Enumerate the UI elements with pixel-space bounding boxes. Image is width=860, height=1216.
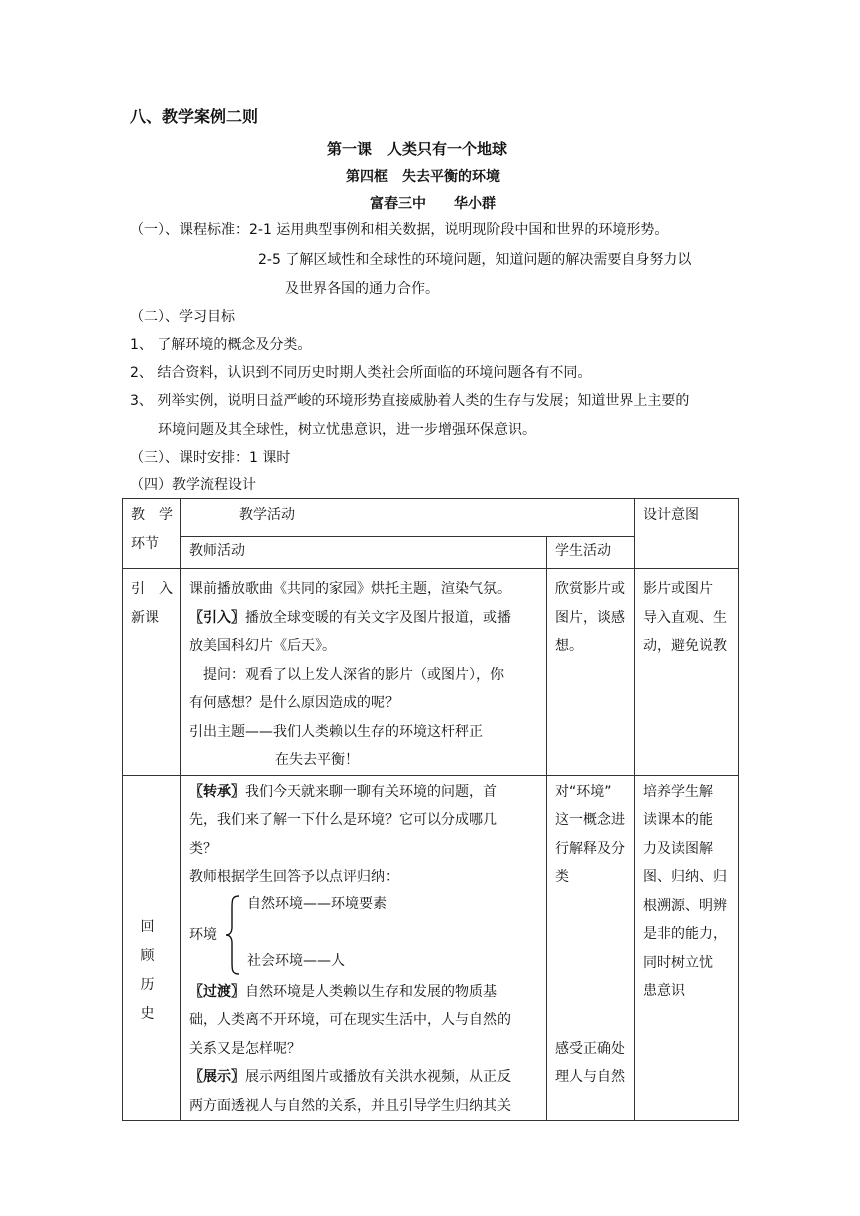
header-intent-label: 设计意图: [643, 507, 699, 523]
goals-heading: （二）、学习目标: [130, 309, 235, 325]
header-stage: [123, 499, 181, 569]
row2-stage-char-3: 历: [140, 976, 155, 993]
row2-teacher-line-2: 先，我们来了解一下什么是环境？它可以分成哪几: [189, 812, 497, 828]
header-intent: [635, 499, 739, 569]
row2-student-line-5: 感受正确处: [555, 1040, 625, 1057]
tag-transition: 〖转承〗: [189, 783, 245, 800]
goal-item-1: 1、 了解环境的概念及分类。: [130, 337, 312, 353]
goal-item-2: 2、 结合资料，认识到不同历史时期人类社会所面临的环境问题各有不同。: [130, 365, 592, 381]
env-social: 社会环境——人: [247, 952, 345, 969]
env-label: 环境: [189, 926, 217, 943]
row1-intent-line-2: 导入直观、生: [643, 609, 727, 626]
row2-intent-line-8: 患意识: [643, 983, 685, 999]
standard-line-2: 2-5 了解区域性和全球性的环境问题，知道问题的解决需要自身努力以: [258, 252, 692, 268]
header-stage-a: 教 学: [131, 507, 173, 523]
row1-student-line-2: 图片，谈感: [555, 609, 625, 626]
row2-intent-line-3: 力及读图解: [643, 840, 713, 857]
header-teacher-label: 教师活动: [189, 543, 245, 559]
row2-stage: [123, 775, 181, 1121]
row1-student-line-1: 欣赏影片或: [555, 581, 625, 597]
row2-teacher-line-4: 教师根据学生回答予以点评归纳：: [189, 869, 399, 885]
row1-teacher-line-3: 放美国科幻片《后天》。: [189, 638, 336, 654]
header-student: [547, 537, 635, 569]
header-activity: [181, 499, 635, 537]
row2-teacher-line-7: 关系又是怎样呢？: [189, 1040, 301, 1057]
header-teacher: [181, 537, 547, 569]
row2-student-line-6: 理人与自然: [555, 1069, 625, 1085]
row2-teacher-line-1: 我们今天就来聊一聊有关环境的问题，首: [245, 783, 497, 800]
row2-intent: [635, 775, 739, 1121]
row2-teacher-line-8: 展示两组图片或播放有关洪水视频，从正反: [245, 1069, 511, 1085]
header-activity-label: 教学活动: [239, 507, 295, 523]
tag-bridge: 〖过渡〗: [189, 983, 245, 1000]
flow-heading: （四）教学流程设计: [130, 477, 256, 493]
env-natural: 自然环境——环境要素: [247, 895, 387, 912]
row1-teacher-line-2: 播放全球变暖的有关文字及图片报道，或播: [245, 609, 511, 626]
tag-intro: 〖引入〗: [189, 609, 245, 626]
row2-teacher-line-9: 两方面透视人与自然的关系，并且引导学生归纳其关: [189, 1097, 511, 1114]
row2-student: [547, 775, 635, 1121]
header-stage-b: 环节: [131, 535, 159, 552]
flow-table: [122, 498, 739, 1121]
row1-teacher: [181, 569, 547, 776]
row2-intent-line-2: 读课本的能: [643, 812, 713, 828]
table-row-intro: [123, 569, 739, 776]
row1-stage-a: 引 入: [131, 581, 173, 597]
brace-icon: [225, 894, 241, 976]
row2-student-line-2: 这一概念进: [555, 812, 625, 828]
row2-teacher: [181, 775, 547, 1121]
row1-stage-b: 新课: [131, 609, 159, 626]
row1-student-line-3: 想。: [555, 638, 583, 654]
row2-student-line-4: 类: [555, 869, 569, 885]
goal-item-3b: 环境问题及其全球性，树立忧患意识，进一步增强环保意识。: [158, 422, 536, 438]
row2-teacher-line-5: 自然环境是人类赖以生存和发展的物质基: [245, 983, 497, 1000]
standard-line-3: 及世界各国的通力合作。: [285, 281, 439, 297]
row1-stage: [123, 569, 181, 776]
row1-teacher-line-4: 提问：观看了以上发人深省的影片（或图片），你: [189, 666, 504, 683]
tag-show: 〖展示〗: [189, 1069, 245, 1085]
row1-student: [547, 569, 635, 776]
row2-stage-char-2: 顾: [140, 947, 155, 964]
frame-title: 第四框 失去平衡的环境: [346, 169, 500, 185]
row2-intent-line-4: 图、归纳、归: [643, 869, 727, 885]
author-line: 富春三中 华小群: [370, 196, 496, 212]
row1-teacher-line-1: 课前播放歌曲《共同的家园》烘托主题，渲染气氛。: [189, 581, 511, 597]
row1-intent: [635, 569, 739, 776]
row2-intent-line-6: 是非的能力，: [643, 926, 727, 942]
row2-student-line-3: 行解释及分: [555, 840, 625, 857]
lesson-title: 第一课 人类只有一个地球: [327, 140, 508, 158]
row1-teacher-line-7: 在失去平衡！: [275, 752, 359, 768]
standard-line-1: （一）、课程标准：2-1 运用典型事例和相关数据，说明现阶段中国和世界的环境形势。: [130, 222, 669, 238]
row2-teacher-line-6: 础，人类离不开环境，可在现实生活中，人与自然的: [189, 1012, 511, 1028]
header-student-label: 学生活动: [555, 543, 611, 559]
row2-intent-line-5: 根溯源、明辨: [643, 897, 727, 914]
section-heading: 八、教学案例二则: [130, 107, 259, 126]
environment-diagram: [189, 892, 540, 978]
row1-intent-line-1: 影片或图片: [643, 581, 713, 597]
row2-student-line-1: 对“环境”: [555, 783, 612, 800]
row2-intent-line-1: 培养学生解: [643, 783, 713, 800]
goal-item-3a: 3、 列举实例，说明日益严峻的环境形势直接威胁着人类的生存与发展；知道世界上主要的: [130, 393, 690, 409]
schedule-line: （三）、课时安排：1 课时: [130, 450, 291, 466]
row2-stage-char-1: 回: [140, 918, 155, 935]
table-row-history: [123, 775, 739, 1121]
row2-teacher-line-3: 类？: [189, 840, 217, 857]
row1-intent-line-3: 动，避免说教: [643, 638, 727, 654]
row1-teacher-line-5: 有何感想？是什么原因造成的呢？: [189, 695, 399, 711]
row2-stage-char-4: 史: [140, 1005, 155, 1022]
table-header-row: [123, 499, 739, 537]
row1-teacher-line-6: 引出主题——我们人类赖以生存的环境这杆秤正: [189, 723, 483, 740]
row2-intent-line-7: 同时树立忧: [643, 954, 713, 971]
